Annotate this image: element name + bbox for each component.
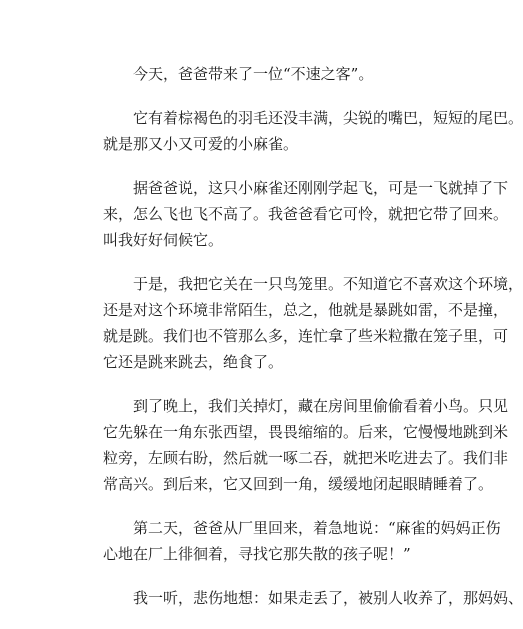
- text-line: 据爸爸说，这只小麻雀还刚刚学起飞，可是一飞就掉了下: [133, 179, 509, 197]
- article-body: [103, 61, 523, 629]
- text-line: 就是跳。我们也不管那么多，连忙拿了些米粒撒在笼子里，可: [103, 327, 509, 345]
- text-line: 它先躲在一角东张西望，畏畏缩缩的。后来，它慢慢地跳到米: [103, 423, 509, 441]
- paragraph-1: [103, 61, 428, 87]
- text-line: 叫我好好伺候它。: [103, 231, 224, 249]
- text-line: 于是，我把它关在一只鸟笼里。不知道它不喜欢这个环境，: [133, 275, 523, 293]
- text-line: 今天，爸爸带来了一位“不速之客”。: [133, 65, 374, 83]
- paragraph-7: [103, 585, 523, 611]
- text-line: 常高兴。到后来，它又回到一角，缓缓地闭起眼睛睡着了。: [103, 475, 494, 493]
- text-line: 我一听，悲伤地想：如果走丢了，被别人收养了，那妈妈、: [133, 589, 523, 607]
- paragraph-3: [103, 175, 509, 253]
- paragraph-2: [103, 105, 523, 157]
- text-line: 就是那又小又可爱的小麻雀。: [103, 135, 299, 153]
- text-line: 心地在厂上徘徊着，寻找它那失散的孩子呢！”: [103, 545, 411, 563]
- text-line: 第二天，爸爸从厂里回来，着急地说：“麻雀的妈妈正伤: [133, 519, 501, 537]
- paragraph-6: [103, 515, 501, 567]
- paragraph-4: [103, 271, 523, 375]
- text-line: 粒旁，左顾右盼，然后就一啄二吞，就把米吃进去了。我们非: [103, 449, 509, 467]
- text-line: 还是对这个环境非常陌生，总之，他就是暴跳如雷，不是撞，: [103, 301, 509, 319]
- text-line: 它还是跳来跳去，绝食了。: [103, 353, 284, 371]
- paragraph-5: [103, 393, 509, 497]
- text-line: 来，怎么飞也飞不高了。我爸爸看它可怜，就把它带了回来。: [103, 205, 509, 223]
- text-line: 它有着棕褐色的羽毛还没丰满，尖锐的嘴巴，短短的尾巴。: [133, 109, 523, 127]
- text-line: 到了晚上，我们关掉灯，藏在房间里偷偷看着小鸟。只见: [133, 397, 509, 415]
